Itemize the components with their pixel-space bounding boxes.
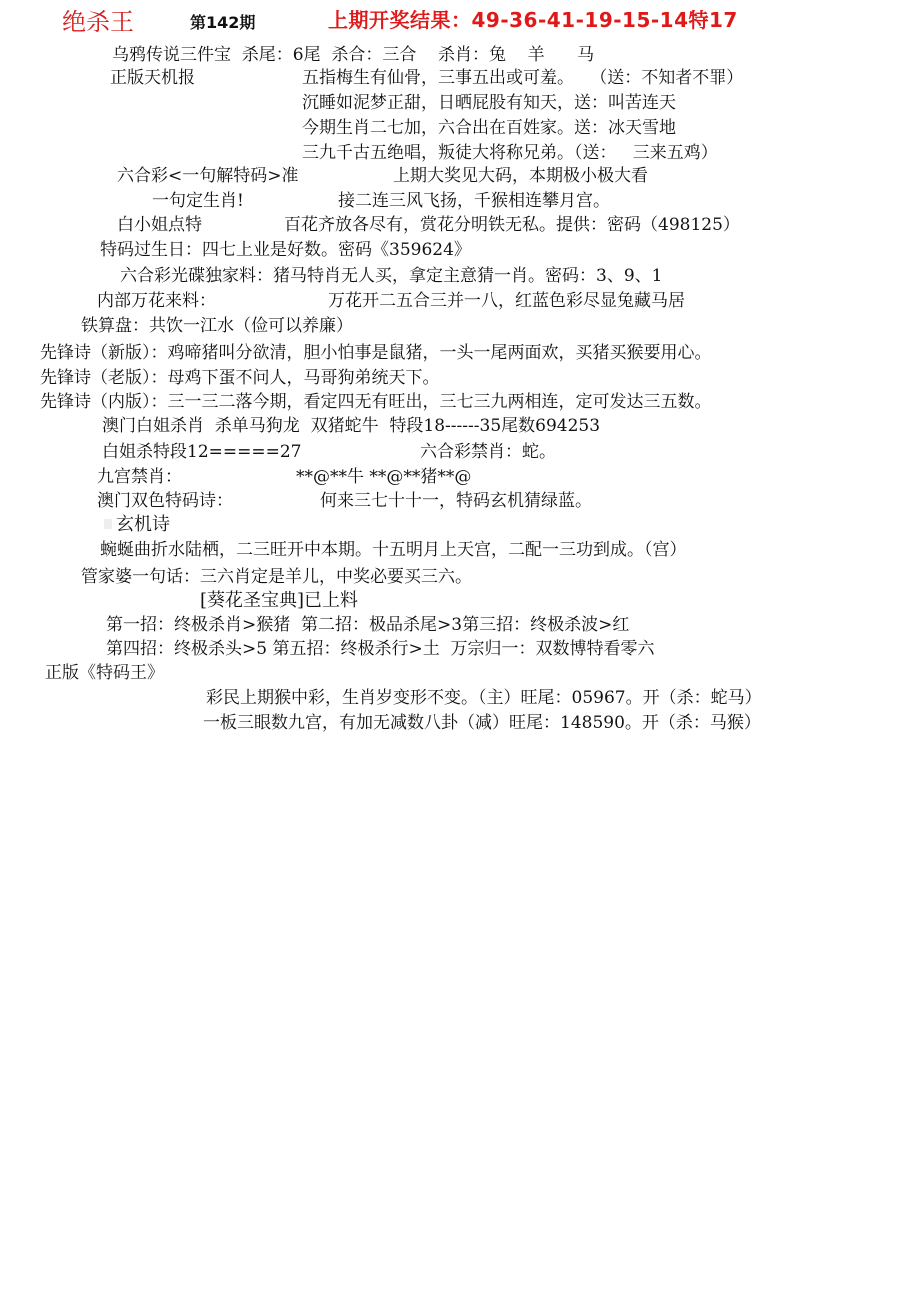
line-tianji-verse-2: 沉睡如泥梦正甜，日晒屁股有知天，送：叫苦连天: [302, 93, 676, 113]
line-tianji-label: 正版天机报: [110, 68, 195, 88]
line-tianji-verse-3: 今期生肖二七加，六合出在百姓家。送：冰天雪地: [302, 118, 676, 138]
line-vanguard-new: 先锋诗（新版）：鸡啼猪叫分欲清，胆小怕事是鼠猪，一头一尾两面欢，买猪买猴要用心。: [40, 343, 712, 363]
line-double-color-label: 澳门双色特码诗：: [97, 491, 233, 511]
line-tema-king-label: 正版《特码王》: [45, 663, 164, 683]
line-zodiac-label: 一句定生肖!: [152, 191, 244, 211]
line-white-lady-label: 白小姐点特: [117, 215, 202, 235]
line-wanhua-text: 万花开二五合三并一八，红蓝色彩尽显兔藏马居: [328, 291, 685, 311]
line-moves-4-5: 第四招：终极杀头>5 第五招：终极杀行>土 万宗归一：双数博特看零六: [106, 639, 655, 659]
line-vanguard-inner: 先锋诗（内版）：三一三二落今期，看定四无有旺出，三七三九两相连，定可发达三五数。: [40, 392, 712, 412]
line-vanguard-old: 先锋诗（老版）：母鸡下蛋不问人，马哥狗弟统天下。: [40, 368, 440, 388]
line-zodiac-text: 接二连三风飞扬，千猴相连攀月宫。: [338, 191, 610, 211]
line-abacus: 铁算盘：共饮一江水（俭可以养廉）: [81, 316, 353, 336]
last-draw-result: 上期开奖结果：49-36-41-19-15-14特17: [328, 8, 738, 32]
line-disc-exclusive: 六合彩光碟独家料：猪马特肖无人买，拿定主意猜一肖。密码：3、9、1: [120, 266, 663, 286]
scan-mark: [104, 519, 112, 529]
line-nine-palace-text: **@**牛 **@**猪**@: [296, 467, 472, 487]
line-one-sentence-label: 六合彩<一句解特码>准: [117, 166, 299, 186]
line-crow-legend: 乌鸦传说三件宝 杀尾：6尾 杀合：三合 杀肖：兔 羊 马: [112, 45, 595, 65]
line-macau-kill: 澳门白姐杀肖 杀单马狗龙 双猪蛇牛 特段18------35尾数694253: [102, 416, 601, 436]
line-mystic-poem: 蜿蜒曲折水陆栖，二三旺开中本期。十五明月上天宫，二配一三功到成。（宫）: [100, 540, 687, 560]
line-one-sentence-text: 上期大奖见大码，本期极小极大看: [393, 166, 648, 186]
issue-number: 第142期: [190, 13, 256, 32]
line-housekeeper: 管家婆一句话：三六肖定是羊儿，中奖必要买三六。: [81, 567, 472, 587]
line-double-color-text: 何来三七十十一，特码玄机猜绿蓝。: [320, 491, 592, 511]
line-kill-segment: 白姐杀特段12=====27: [102, 442, 302, 462]
line-birthday: 特码过生日：四七上业是好数。密码《359624》: [100, 240, 471, 260]
line-mystic-poem-title: 玄机诗: [116, 514, 170, 535]
line-tianji-verse-1: 五指梅生有仙骨，三事五出或可羞。 （送：不知者不罪）: [302, 68, 744, 88]
line-tema-king-1: 彩民上期猴中彩，生肖岁变形不变。（主）旺尾：05967。开（杀：蛇马）: [206, 688, 762, 708]
line-white-lady-text: 百花齐放各尽有，赏花分明铁无私。提供：密码（498125）: [284, 215, 740, 235]
line-tianji-verse-4: 三九千古五绝唱，叛徒大将称兄弟。（送： 三来五鸡）: [302, 143, 718, 163]
line-moves-1-3: 第一招：终极杀肖>猴猪 第二招：极品杀尾>3第三招：终极杀波>红: [106, 615, 630, 635]
line-wanhua-label: 内部万花来料：: [97, 291, 216, 311]
brand-title: 绝杀王: [62, 8, 134, 36]
line-sunflower-title: [葵花圣宝典]已上料: [200, 590, 359, 611]
line-forbidden-zodiac: 六合彩禁肖：蛇。: [420, 442, 556, 462]
line-tema-king-2: 一板三眼数九宫，有加无减数八卦（减）旺尾：148590。开（杀：马猴）: [203, 713, 761, 733]
line-nine-palace-label: 九宫禁肖：: [97, 467, 182, 487]
